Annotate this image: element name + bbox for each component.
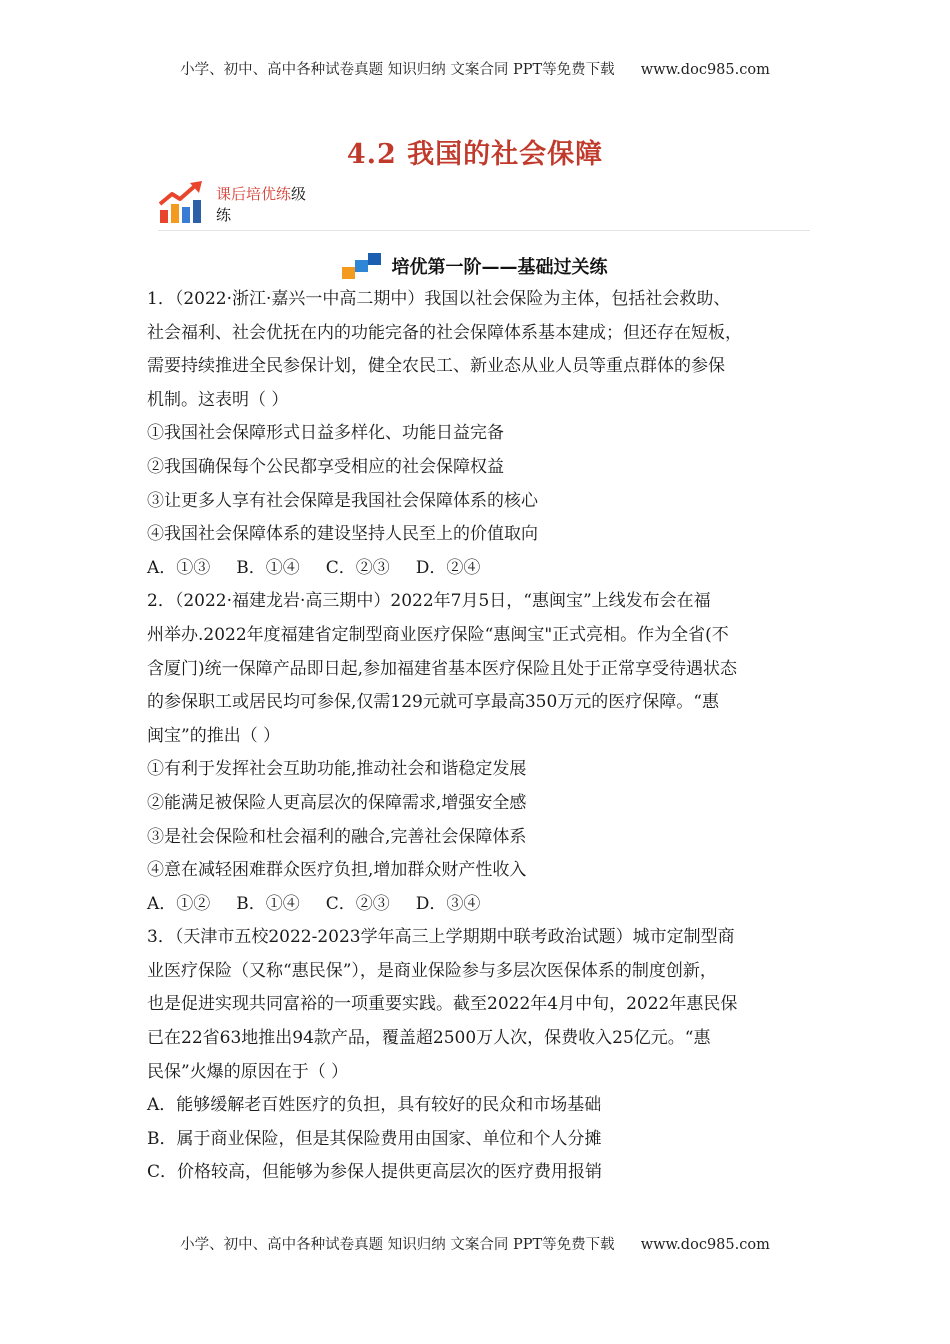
question-stem-line: 需要持续推进全民参保计划，健全农民工、新业态从业人员等重点群体的参保 xyxy=(147,356,725,377)
option-c: C．②③ xyxy=(325,557,390,578)
statement-item: ①我国社会保障形式日益多样化、功能日益完备 xyxy=(147,423,504,444)
question-stem-line: 2．（2022·福建龙岩·高三期中）2022年7月5日，“惠闽宝”上线发布会在福 xyxy=(147,591,711,612)
option-d: D．③④ xyxy=(415,893,481,914)
question-stem-line: 的参保职工或居民均可参保,仅需129元就可享最高350万元的医疗保障。“惠 xyxy=(147,692,719,713)
question-stem-line: 民保”火爆的原因在于（ ） xyxy=(147,1061,349,1082)
statement-item: ②能满足被保险人更高层次的保障需求,增强安全感 xyxy=(147,792,527,813)
question-content xyxy=(147,283,817,1190)
option-a: A．①③ xyxy=(147,557,211,578)
statement-item: ③让更多人享有社会保障是我国社会保障体系的核心 xyxy=(147,490,538,511)
footer-site: www.doc985.com xyxy=(640,1237,770,1253)
answer-options xyxy=(147,888,817,922)
question-stem-line: 州举办.2022年度福建省定制型商业医疗保险“惠闽宝"正式亮相。作为全省(不 xyxy=(147,624,729,645)
question-stem-line: 已在22省63地推出94款产品，覆盖超2500万人次，保费收入25亿元。“惠 xyxy=(147,1028,711,1049)
section-heading xyxy=(0,252,950,280)
stairs-icon xyxy=(342,252,382,280)
choice-c: C．价格较高，但能够为参保人提供更高层次的医疗费用报销 xyxy=(147,1162,603,1183)
choice-a: A．能够缓解老百姓医疗的负担，具有较好的民众和市场基础 xyxy=(147,1095,602,1116)
header-site: www.doc985.com xyxy=(640,62,770,78)
question-stem-line: 含厦门)统一保障产品即日起,参加福建省基本医疗保险且处于正常享受待遇状态 xyxy=(147,658,738,679)
statement-item: ④我国社会保障体系的建设坚持人民至上的价值取向 xyxy=(147,524,538,545)
page-title: 4.2 我国的社会保障 xyxy=(346,139,604,170)
question-stem-line: 机制。这表明（ ） xyxy=(147,389,289,410)
option-c: C．②③ xyxy=(325,893,390,914)
footer-text: 小学、初中、高中各种试卷真题 知识归纳 文案合同 PPT等免费下载 xyxy=(180,1237,615,1253)
option-b: B．①④ xyxy=(236,557,300,578)
question-3 xyxy=(147,921,817,1190)
option-a: A．①② xyxy=(147,893,211,914)
question-stem-line: 社会福利、社会优抚在内的功能完备的社会保障体系基本建成；但还存在短板， xyxy=(147,322,742,343)
choice-b: B．属于商业保险，但是其保险费用由国家、单位和个人分摊 xyxy=(147,1128,602,1149)
question-stem-line: 1．（2022·浙江·嘉兴一中高二期中）我国以社会保险为主体，包括社会救助、 xyxy=(147,289,731,309)
statement-item: ③是社会保险和杜会福利的融合,完善社会保障体系 xyxy=(147,826,527,847)
statement-item: ②我国确保每个公民都享受相应的社会保障权益 xyxy=(147,456,504,477)
option-b: B．①④ xyxy=(236,893,300,914)
practice-banner xyxy=(158,180,810,231)
question-stem-line: 也是促进实现共同富裕的一项重要实践。截至2022年4月中旬，2022年惠民保 xyxy=(147,994,738,1015)
page-footer xyxy=(0,1233,950,1254)
option-d: D．②④ xyxy=(415,557,481,578)
statement-item: ④意在减轻困难群众医疗负担,增加群众财产性收入 xyxy=(147,860,527,881)
answer-options xyxy=(147,552,817,586)
chart-growth-icon xyxy=(158,180,208,226)
question-1 xyxy=(147,283,817,585)
page-header xyxy=(0,58,950,79)
question-2 xyxy=(147,585,817,921)
question-stem-line: 3．（天津市五校2022-2023学年高三上学期期中联考政治试题）城市定制型商 xyxy=(147,927,735,948)
question-stem-line: 业医疗保险（又称“惠民保”），是商业保险参与多层次医保体系的制度创新， xyxy=(147,960,717,981)
banner-label: 课后培优练级 练 xyxy=(216,185,307,224)
statement-item: ①有利于发挥社会互助功能,推动社会和谐稳定发展 xyxy=(147,759,527,780)
section-title: 培优第一阶——基础过关练 xyxy=(391,257,608,278)
question-stem-line: 闽宝”的推出（ ） xyxy=(147,725,281,746)
header-text: 小学、初中、高中各种试卷真题 知识归纳 文案合同 PPT等免费下载 xyxy=(180,62,615,78)
